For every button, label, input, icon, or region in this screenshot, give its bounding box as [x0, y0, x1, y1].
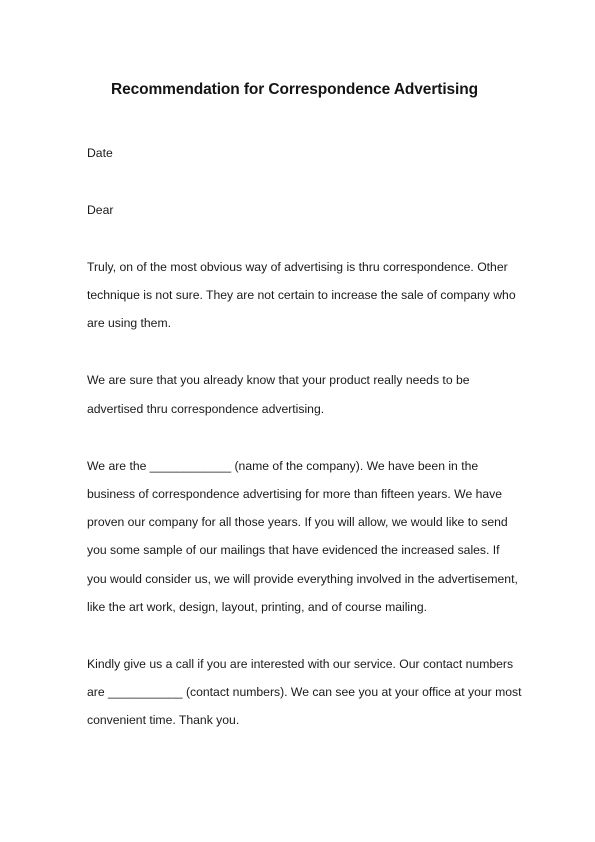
paragraph-3-line-1: We are the ____________ (name of the company). We have been in the: [87, 459, 479, 473]
document-title: Recommendation for Correspondence Advertising: [111, 81, 478, 98]
paragraph-3-line-4: you some sample of our mailings that have evidenced the increased sales. If: [87, 543, 500, 557]
paragraph-3-line-2: business of correspondence advertising for more than fifteen years. We have: [87, 487, 503, 501]
paragraph-4-line-2: are ___________ (contact numbers). We can see you at your office at your most: [87, 685, 522, 699]
paragraph-4-line-1: Kindly give us a call if you are interested with our service. Our contact numbers: [87, 657, 514, 671]
paragraph-1-line-2: technique is not sure. They are not certain to increase the sale of company who: [87, 288, 516, 302]
paragraph-2-line-2: advertised thru correspondence advertising.: [87, 402, 325, 416]
paragraph-3-line-3: proven our company for all those years. If you will allow, we would like to send: [87, 515, 508, 529]
paragraph-2-line-1: We are sure that you already know that your product really needs to be: [87, 373, 470, 387]
paragraph-4-line-3: convenient time. Thank you.: [87, 713, 240, 727]
date-label: Date: [87, 146, 113, 160]
salutation: Dear: [87, 203, 114, 217]
paragraph-3-line-5: you would consider us, we will provide everything involved in the advertisement,: [87, 572, 518, 586]
paragraph-1-line-3: are using them.: [87, 316, 172, 330]
paragraph-1-line-1: Truly, on of the most obvious way of advertising is thru correspondence. Other: [87, 260, 508, 274]
paragraph-3-line-6: like the art work, design, layout, printing, and of course mailing.: [87, 600, 428, 614]
